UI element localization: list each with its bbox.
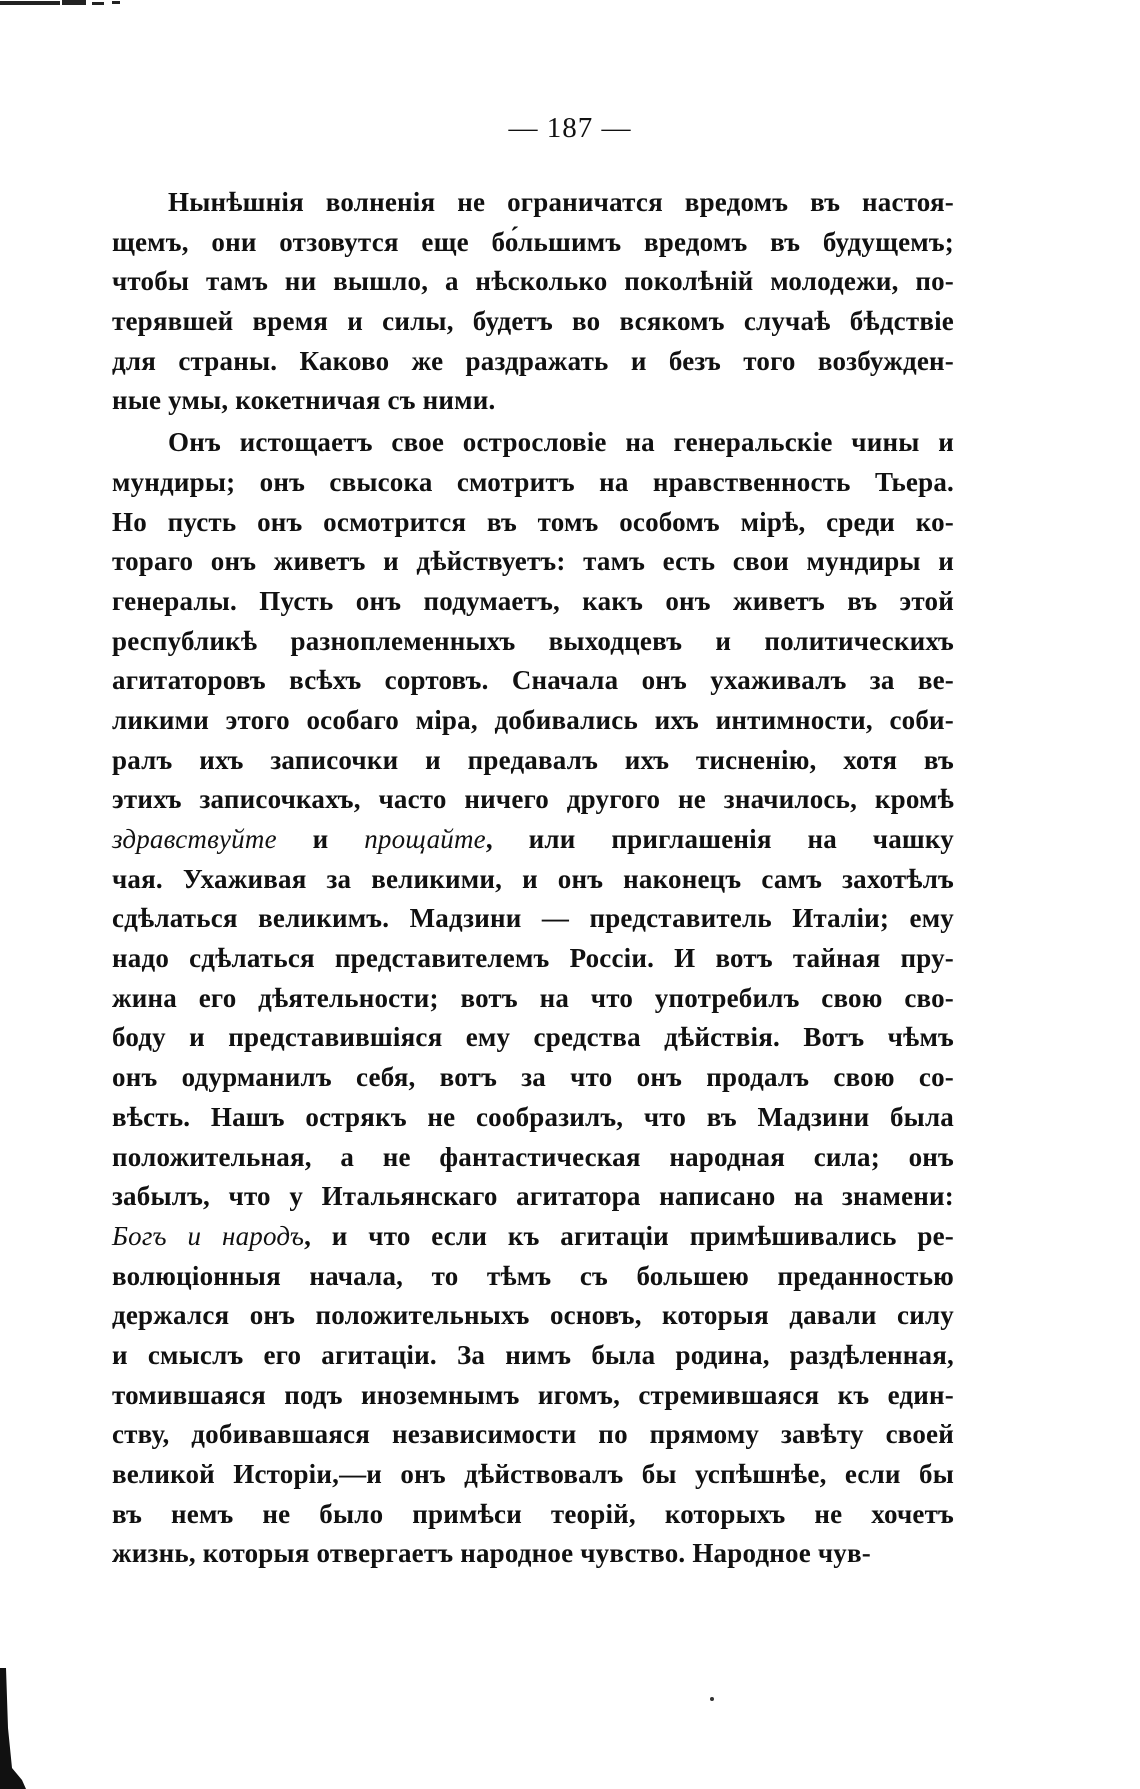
text-line: агитаторовъ всѣхъ сортовъ. Сначала онъ ухаживалъ за ве- — [112, 665, 954, 696]
text-line: и смыслъ его агитаціи. За нимъ была родина, раздѣленная, — [112, 1339, 954, 1370]
text-line: здравствуйте и прощайте, или приглашенія на чашку — [112, 824, 954, 854]
page-number: — 187 — — [508, 112, 632, 144]
italic-phrase: здравствуйте — [112, 824, 277, 854]
text-line: Нынѣшнія волненія не ограничатся вредомъ въ настоя- — [168, 187, 954, 217]
text-line: ралъ ихъ записочки и предавалъ ихъ тисненію, хотя въ — [112, 744, 954, 775]
text-line: для страны. Каково же раздражать и безъ того возбужден- — [112, 345, 954, 376]
scan-edge-mark-top — [0, 0, 126, 10]
text-line: держался онъ положительныхъ основъ, которыя давали силу — [112, 1300, 954, 1331]
text-line: терявшей время и силы, будетъ во всякомъ случаѣ бѣдствіе — [112, 306, 954, 337]
text-line: жина его дѣятельности; вотъ на что употребилъ свою сво- — [112, 982, 954, 1013]
italic-phrase: Богъ и народъ — [112, 1220, 305, 1251]
text-line: генералы. Пусть онъ подумаетъ, какъ онъ живетъ въ этой — [112, 585, 954, 616]
scan-edge-mark-left — [0, 1668, 26, 1789]
text-line: положительная, а не фантастическая народная сила; онъ — [112, 1141, 954, 1172]
body-text — [112, 183, 954, 1574]
text-line: Богъ и народъ, и что если къ агитаціи примѣшивались ре- — [112, 1220, 955, 1251]
text-line: ликими этого особаго міра, добивались ихъ интимности, соби- — [112, 704, 954, 735]
text-line: Но пусть онъ осмотрится въ томъ особомъ мірѣ, среди ко- — [112, 506, 954, 537]
text-line: ные умы, кокетничая съ ними. — [112, 385, 496, 416]
text-line: тораго онъ живетъ и дѣйствуетъ: тамъ есть свои мундиры и — [112, 546, 954, 577]
text-line: забылъ, что у Итальянскаго агитатора написано на знамени: — [112, 1181, 954, 1212]
text-line: сдѣлаться великимъ. Мадзини — представитель Италіи; ему — [112, 903, 954, 934]
text-line: ству, добивавшаяся независимости по прямому завѣту своей — [112, 1419, 954, 1450]
text-line: великой Исторіи,—и онъ дѣйствовалъ бы успѣшнѣе, если бы — [112, 1459, 954, 1489]
text-line: волюціонныя начала, то тѣмъ съ большею преданностью — [112, 1260, 954, 1291]
text-line: томившаяся подъ иноземнымъ игомъ, стремившаяся къ един- — [112, 1379, 954, 1410]
text-line: боду и представившіяся ему средства дѣйствія. Вотъ чѣмъ — [112, 1022, 954, 1053]
text-line: Онъ истощаетъ свое острословіе на генеральскіе чины и — [168, 427, 954, 458]
text-line: щемъ, они отзовутся еще бо́льшимъ вредомъ въ будущемъ; — [112, 226, 954, 257]
text-line: чая. Ухаживая за великими, и онъ наконецъ самъ захотѣлъ — [112, 863, 954, 894]
text-line: онъ одурманилъ себя, вотъ за что онъ продалъ свою со- — [112, 1062, 954, 1093]
text-line: чтобы тамъ ни вышло, а нѣсколько поколѣній молодежи, по- — [112, 266, 954, 297]
ink-speck — [710, 1697, 714, 1701]
italic-phrase: прощайте — [364, 824, 486, 854]
text-line: надо сдѣлаться представителемъ Россіи. И вотъ тайная пру- — [112, 943, 954, 974]
text-line: этихъ записочкахъ, часто ничего другого не значилось, кромѣ — [112, 784, 954, 815]
text-line: жизнь, которыя отвергаетъ народное чувство. Народное чув- — [112, 1538, 871, 1569]
text-line: республикѣ разноплеменныхъ выходцевъ и политическихъ — [112, 625, 954, 656]
text-line: мундиры; онъ свысока смотритъ на нравственность Тьера. — [112, 466, 954, 497]
text-line: въ немъ не было примѣси теорій, которыхъ не хочетъ — [112, 1498, 954, 1529]
text-line: вѣсть. Нашъ острякъ не сообразилъ, что въ Мадзини была — [112, 1101, 954, 1132]
